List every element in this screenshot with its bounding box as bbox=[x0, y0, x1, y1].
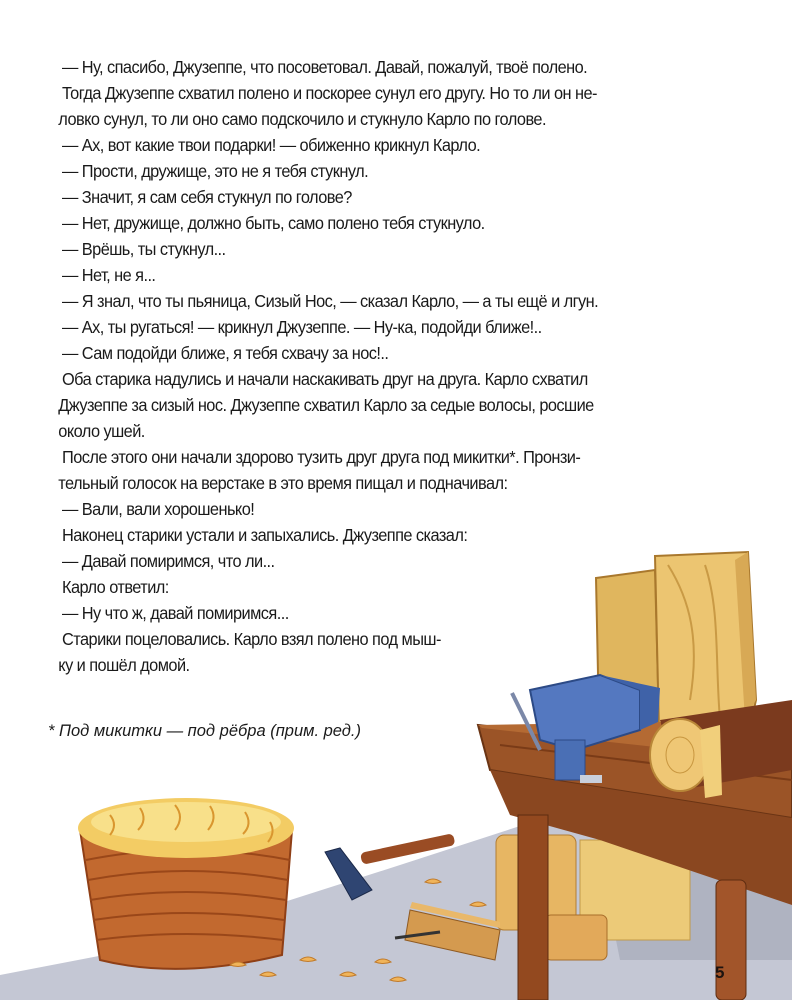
text-line: ловко сунул, то ли оно само подскочило и стукнуло Карло по голове. bbox=[58, 109, 546, 129]
page-number: 5 bbox=[715, 963, 725, 982]
text-line: Карло ответил: bbox=[62, 577, 169, 597]
text-line: Джузеппе за сизый нос. Джузеппе схватил Карло за седые волосы, росшие bbox=[58, 395, 594, 415]
text-line: ку и пошёл домой. bbox=[58, 655, 190, 675]
text-line: — Сам подойди ближе, я тебя схвачу за нос!.. bbox=[62, 343, 389, 363]
story-text bbox=[58, 54, 694, 678]
text-line: Оба старика надулись и начали наскакивать друг на друга. Карло схватил bbox=[62, 369, 588, 389]
text-line: — Прости, дружище, это не я тебя стукнул. bbox=[62, 161, 369, 181]
text-line: Тогда Джузеппе схватил полено и поскорее сунул его другу. Но то ли он не- bbox=[62, 83, 597, 103]
text-line: — Ну что ж, давай помиримся... bbox=[62, 603, 289, 623]
text-line: — Ну, спасибо, Джузеппе, что посоветовал. Давай, пожалуй, твоё полено. bbox=[62, 57, 588, 77]
text-line: — Давай помиримся, что ли... bbox=[62, 551, 275, 571]
text-line: — Я знал, что ты пьяница, Сизый Нос, — сказал Карло, — а ты ещё и лгун. bbox=[62, 291, 599, 311]
text-line: — Значит, я сам себя стукнул по голове? bbox=[62, 187, 352, 207]
wicker-basket-icon bbox=[78, 798, 294, 969]
text-line: Наконец старики устали и запыхались. Джузеппе сказал: bbox=[62, 525, 468, 545]
text-line: тельный голосок на верстаке в это время пищал и подначивал: bbox=[58, 473, 508, 493]
footnote: * Под микитки — под рёбра (прим. ред.) bbox=[48, 722, 361, 740]
text-line: После этого они начали здорово тузить друг друга под микитки*. Пронзи- bbox=[62, 447, 581, 467]
text-line: — Ах, ты ругаться! — крикнул Джузеппе. — Ну-ка, подойди ближе!.. bbox=[62, 317, 542, 337]
text-line: — Нет, дружище, должно быть, само полено тебя стукнуло. bbox=[62, 213, 485, 233]
text-line: — Вали, вали хорошенько! bbox=[62, 499, 255, 519]
text-line: Старики поцеловались. Карло взял полено под мыш- bbox=[62, 629, 441, 649]
text-line: — Ах, вот какие твои подарки! — обиженно крикнул Карло. bbox=[62, 135, 481, 155]
text-line: около ушей. bbox=[58, 421, 145, 441]
text-line: — Врёшь, ты стукнул... bbox=[62, 239, 226, 259]
text-line: — Нет, не я... bbox=[62, 265, 156, 285]
